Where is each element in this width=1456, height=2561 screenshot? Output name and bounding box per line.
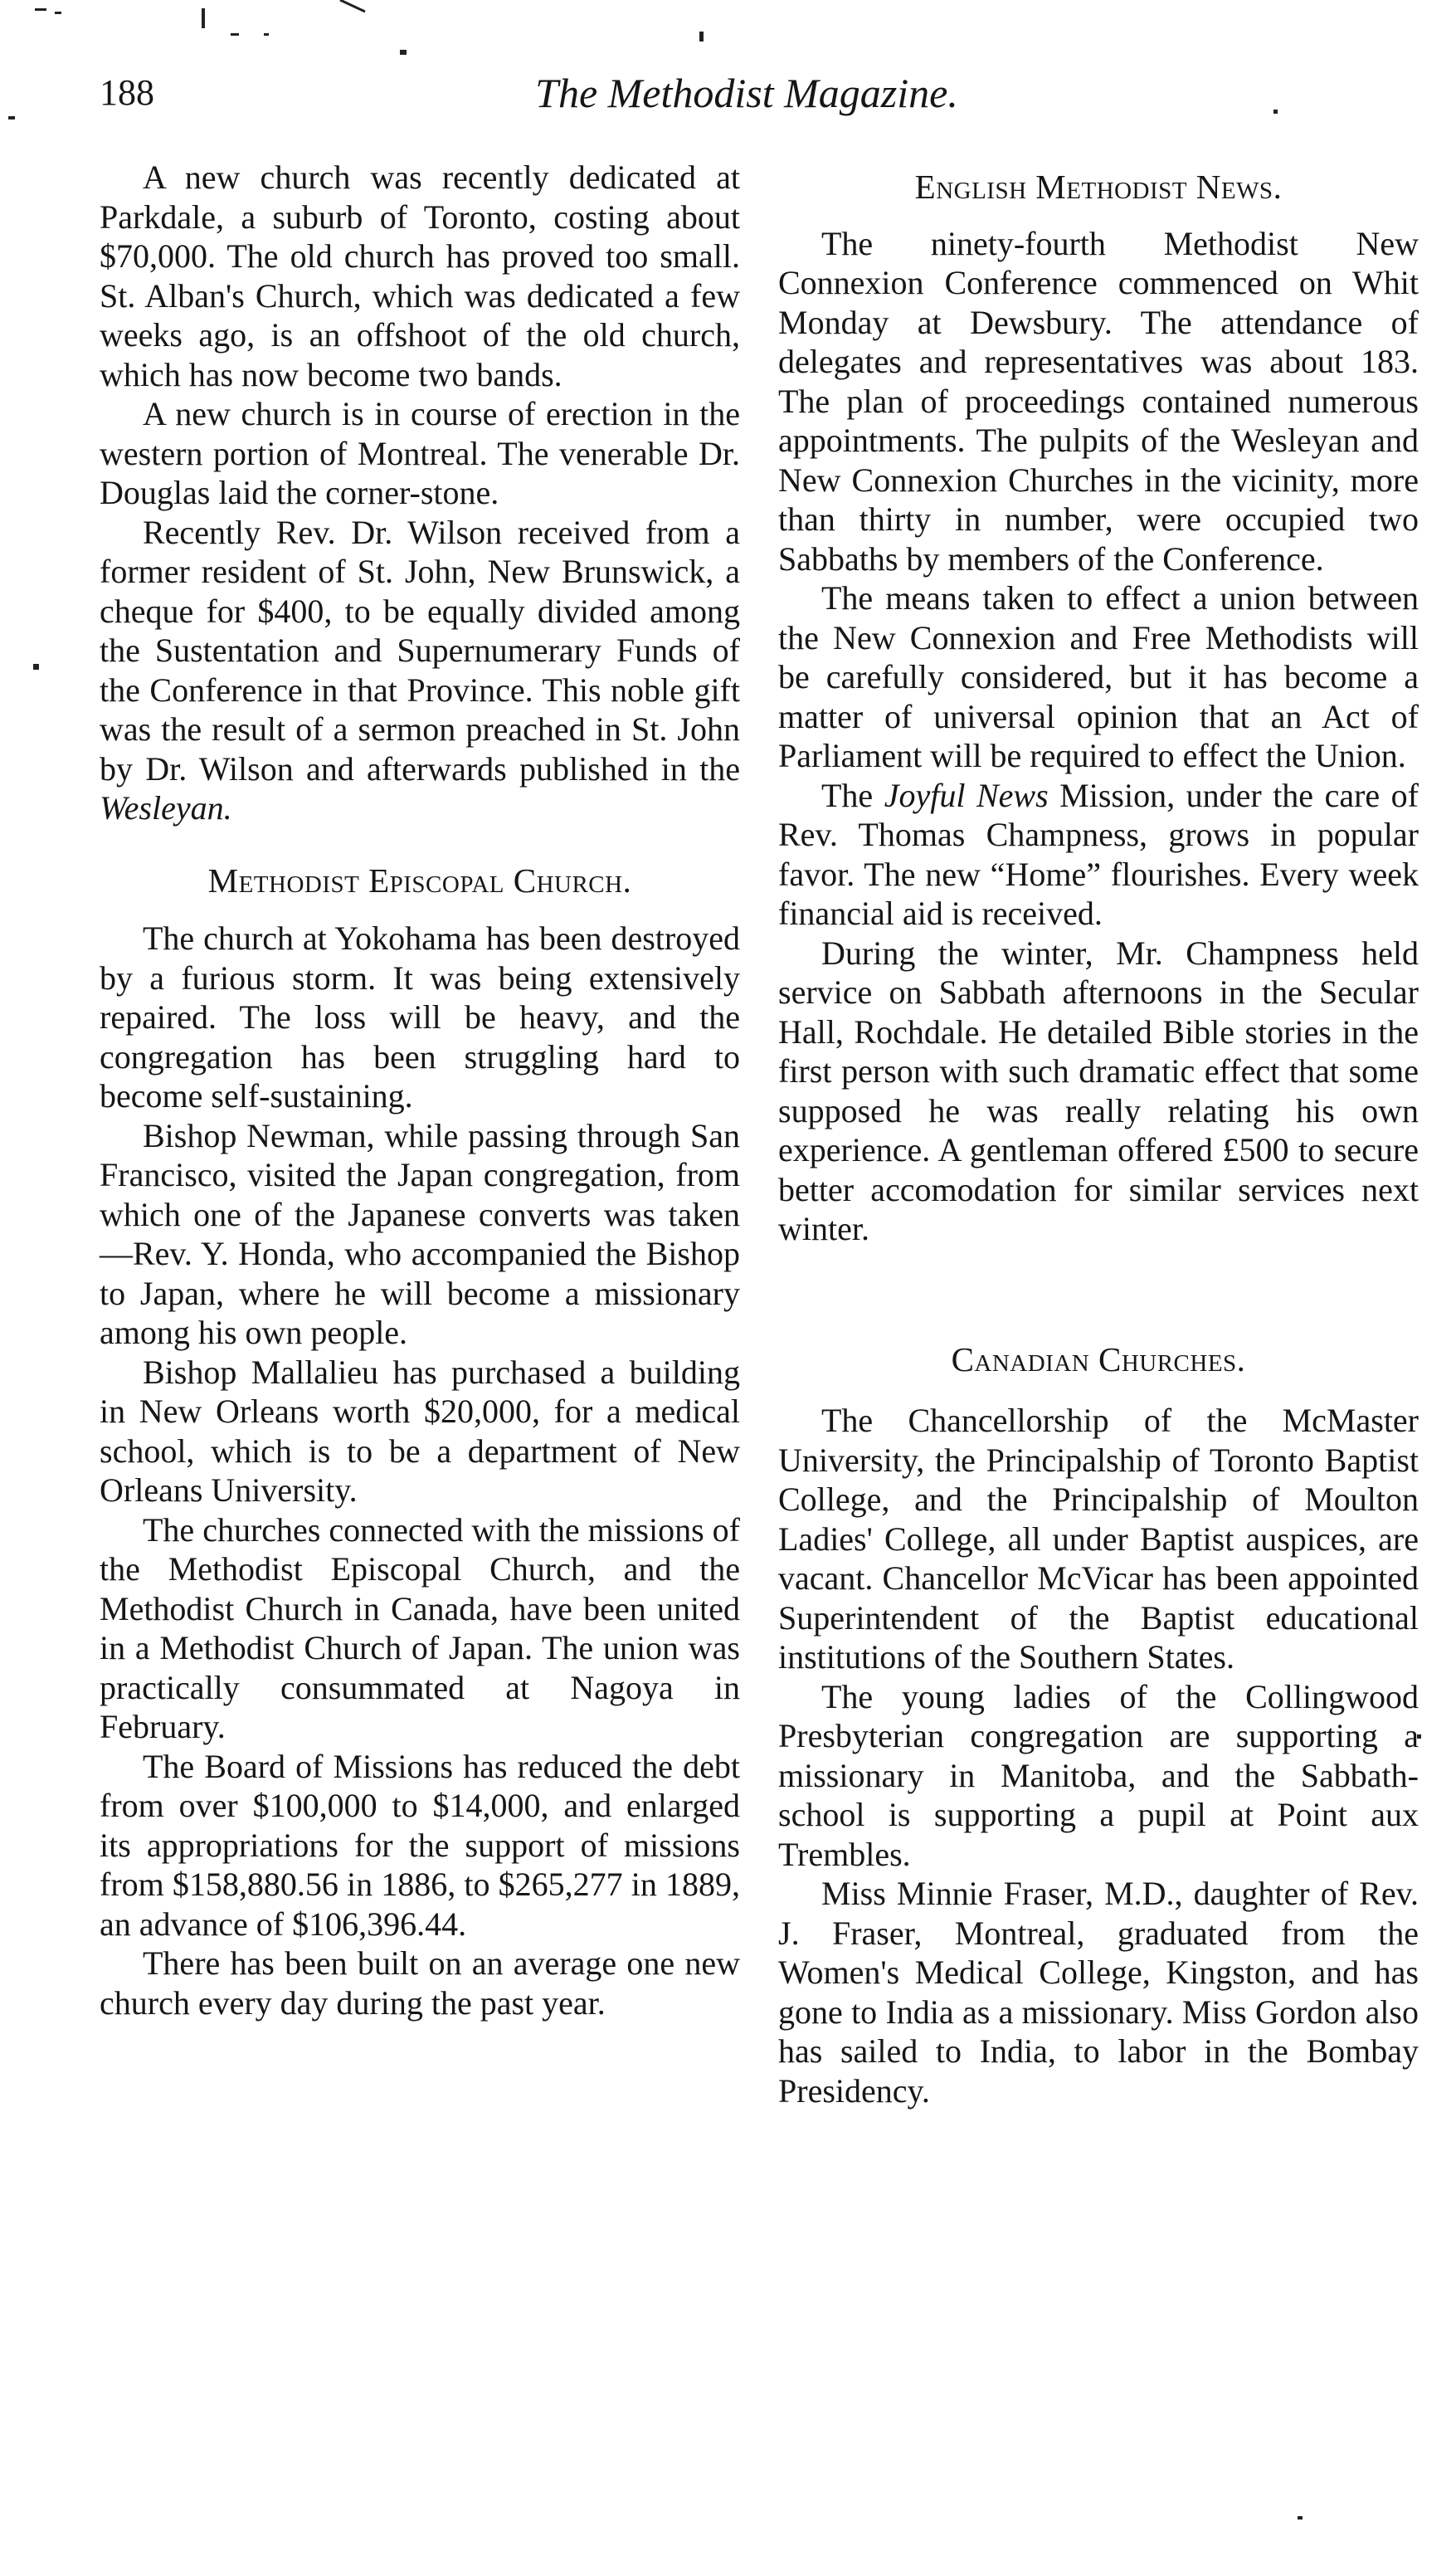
right-column <box>778 158 1419 2110</box>
publication-name: Wesleyan. <box>100 789 232 827</box>
page-number: 188 <box>100 72 154 113</box>
paragraph <box>100 513 740 828</box>
section-heading-methodist-episcopal-church: Methodist Episcopal Church. <box>207 861 632 900</box>
paragraph: The Chancellorship of the McMaster University, the Principalship of Toronto Baptist College, and the Principalship of Moulton Ladies' College, all under Baptist auspices, are vacant. Chancellor McVicar has been appointed Superintendent of the Baptist educational institutions of the Southern States. <box>778 1402 1419 1676</box>
paragraph: Bishop Mallalieu has purchased a building in New Orleans worth $20,000, for a medical school, which is to be a department of New Orleans University. <box>100 1353 740 1509</box>
paragraph: Bishop Newman, while passing through San Francisco, visited the Japan congregation, from which one of the Japanese converts was taken —Rev. Y. Honda, who accompanied the Bishop to Japan, where he will become a missionary among his own people. <box>100 1116 740 1351</box>
paragraph <box>778 776 1419 934</box>
paragraph: The Board of Missions has reduced the debt from over $100,000 to $14,000, and enlarged its appropriations for the support of missions from $158,880.56 in 1886, to $265,277 in 1889, an advance of $106,396.44. <box>100 1747 740 1943</box>
paragraph: A new church is in course of erection in the western portion of Montreal. The venerable Dr. Douglas laid the corner-stone. <box>100 395 740 511</box>
scan-speck <box>1298 2516 1303 2520</box>
section-heading-english-methodist-news: English Methodist News. <box>914 168 1283 206</box>
scan-speck <box>33 664 39 670</box>
paragraph-text: Mission, under the care of Rev. Thomas Champness, grows in popular favor. The new “Home” flourishes. Every week financial aid is received. <box>778 776 1419 932</box>
scan-speck <box>699 32 704 41</box>
paragraph: There has been built on an average one new church every day during the past year. <box>100 1944 740 2022</box>
scan-speck <box>35 8 46 11</box>
paragraph: The young ladies of the Collingwood Presbyterian congregation are supporting a missionary in Manitoba, and the Sabbath-school is supporting a pupil at Point aux Trembles. <box>778 1677 1419 1873</box>
page-header <box>100 68 1394 134</box>
scan-speck <box>400 50 407 55</box>
scan-speck <box>340 0 365 12</box>
paragraph: The means taken to effect a union between the New Connexion and Free Methodists will be carefully considered, but it has become a matter of universal opinion that an Act of Parliament will be required to effect the Union. <box>778 579 1419 774</box>
scan-speck <box>264 33 269 36</box>
paragraph: Miss Minnie Fraser, M.D., daughter of Rev. J. Fraser, Montreal, graduated from the Women's Medical College, Kingston, and has gone to India as a missionary. Miss Gordon also has sailed to India, to labor in the Bombay Presidency. <box>778 1875 1419 2110</box>
running-title: The Methodist Magazine. <box>535 70 958 116</box>
scan-speck <box>55 12 61 14</box>
paragraph: The church at Yokohama has been destroyed by a furious storm. It was being extensively repaired. The loss will be heavy, and the congregation has been struggling hard to become self-sustaining. <box>100 920 740 1115</box>
scan-speck <box>231 33 239 36</box>
section-heading-canadian-churches: Canadian Churches. <box>951 1339 1246 1378</box>
paragraph: During the winter, Mr. Champness held service on Sabbath afternoons in the Secular Hall, Rochdale. He detailed Bible stories in the first person with such dramatic effect that some supposed he was really relating his own experience. A gentleman offered £500 to secure better accomodation for similar services next winter. <box>778 934 1419 1247</box>
paragraph: The ninety-fourth Methodist New Connexion Conference commenced on Whit Monday at Dewsbury. The attendance of delegates and representatives was about 183. The plan of proceedings contained numerous appointments. The pulpits of the Wesleyan and New Connexion Churches in the vicinity, more than thirty in number, were occupied two Sabbaths by members of the Conference. <box>778 224 1419 578</box>
scan-speck <box>202 8 205 28</box>
paragraph: A new church was recently dedicated at Parkdale, a suburb of Toronto, costing about $70,000. The old church has proved too small. St. Alban's Church, which was dedicated a few weeks ago, is an offshoot of the old church, which has now become two bands. <box>100 159 740 393</box>
paragraph: The churches connected with the missions of the Methodist Episcopal Church, and the Methodist Church in Canada, have been united in a Methodist Church of Japan. The union was practically consummated at Nagoya in February. <box>100 1510 740 1745</box>
publication-name: Joyful News <box>884 776 1049 814</box>
paragraph-text: The <box>821 776 874 814</box>
left-column <box>100 158 740 2022</box>
paragraph-text: Recently Rev. Dr. Wilson received from a former resident of St. John, New Brunswick, a cheque for $400, to be equally divided among the Sustentation and Supernumerary Funds of the Conference in that Province. This noble gift was the result of a sermon preached in St. John by Dr. Wilson and afterwards published in the <box>100 513 740 788</box>
scan-speck <box>8 116 15 120</box>
